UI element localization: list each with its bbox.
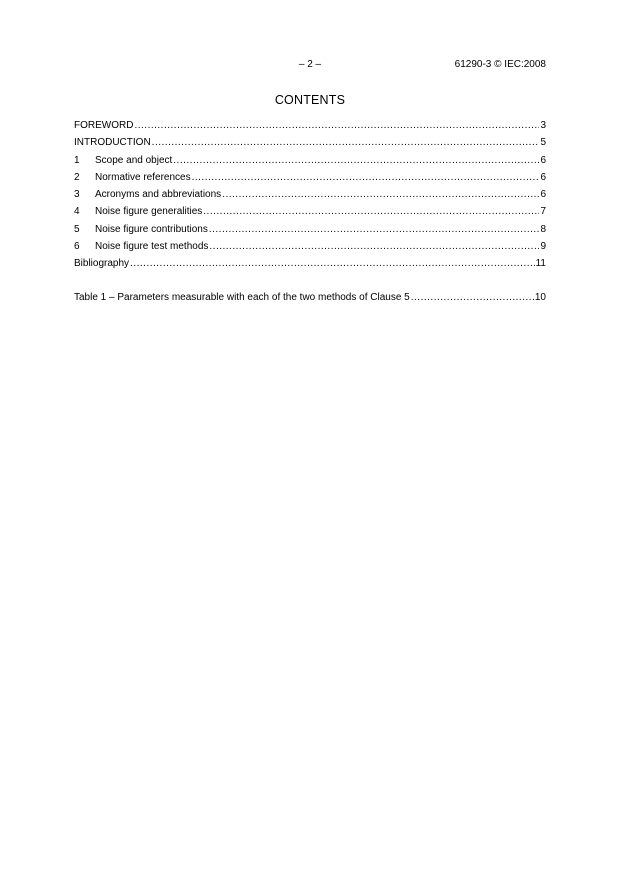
toc-entry-scope[interactable] bbox=[74, 152, 546, 169]
toc-entry-page: 11 bbox=[535, 258, 546, 270]
toc-entry-label: INTRODUCTION bbox=[74, 137, 151, 149]
toc-entry-number: 3 bbox=[74, 189, 80, 201]
toc-dot-leader bbox=[134, 117, 539, 134]
toc-entry-bibliography[interactable] bbox=[74, 255, 546, 272]
toc-entry-number: 5 bbox=[74, 223, 80, 235]
table-of-contents bbox=[74, 117, 546, 273]
toc-entry-label: Noise figure contributions bbox=[95, 223, 208, 235]
toc-entry-page: 6 bbox=[540, 154, 546, 166]
toc-entry-label: Noise figure test methods bbox=[95, 241, 209, 253]
toc-entry-label: Noise figure generalities bbox=[95, 206, 203, 218]
list-of-tables bbox=[74, 289, 546, 306]
toc-dot-leader bbox=[203, 203, 539, 220]
toc-entry-noise-figure-contributions[interactable] bbox=[74, 221, 546, 238]
page-number: – 2 – bbox=[298, 59, 322, 70]
page-header bbox=[0, 59, 620, 73]
toc-entry-acronyms[interactable] bbox=[74, 186, 546, 203]
toc-entry-noise-figure-test-methods[interactable] bbox=[74, 238, 546, 255]
toc-entry-page: 9 bbox=[540, 241, 546, 253]
toc-entry-normative-references[interactable] bbox=[74, 169, 546, 186]
toc-entry-page: 3 bbox=[540, 120, 546, 131]
toc-dot-leader bbox=[173, 152, 539, 169]
toc-entry-page: 6 bbox=[540, 171, 546, 183]
toc-dot-leader bbox=[209, 238, 539, 255]
toc-dot-leader bbox=[152, 134, 540, 151]
toc-entry-noise-figure-generalities[interactable] bbox=[74, 203, 546, 220]
toc-entry-page: 7 bbox=[540, 206, 546, 218]
toc-entry-label: FOREWORD bbox=[74, 120, 134, 131]
toc-entry-introduction[interactable] bbox=[74, 134, 546, 151]
toc-dot-leader bbox=[209, 221, 540, 238]
toc-entry-label: Normative references bbox=[95, 171, 191, 183]
toc-entry-number: 2 bbox=[74, 171, 80, 183]
toc-dot-leader bbox=[411, 289, 534, 306]
toc-entry-label: Scope and object bbox=[95, 154, 173, 166]
document-reference: 61290-3 © IEC:2008 bbox=[454, 59, 546, 70]
toc-entry-foreword[interactable] bbox=[74, 117, 546, 134]
toc-dot-leader bbox=[222, 186, 539, 203]
toc-entry-label: Acronyms and abbreviations bbox=[95, 189, 222, 201]
toc-entry-number: 4 bbox=[74, 206, 80, 218]
toc-entry-table-1[interactable] bbox=[74, 289, 546, 306]
toc-entry-label: Table 1 – Parameters measurable with each of the two methods of Clause 5 bbox=[74, 292, 410, 303]
toc-entry-number: 1 bbox=[74, 154, 80, 166]
toc-dot-leader bbox=[130, 255, 535, 272]
toc-dot-leader bbox=[192, 169, 540, 186]
toc-entry-number: 6 bbox=[74, 241, 80, 253]
toc-entry-page: 6 bbox=[540, 189, 546, 201]
toc-entry-label: Bibliography bbox=[74, 258, 130, 270]
toc-entry-page: 10 bbox=[534, 292, 546, 303]
contents-title: CONTENTS bbox=[274, 93, 346, 107]
toc-entry-page: 5 bbox=[540, 137, 546, 149]
toc-entry-page: 8 bbox=[540, 223, 546, 235]
